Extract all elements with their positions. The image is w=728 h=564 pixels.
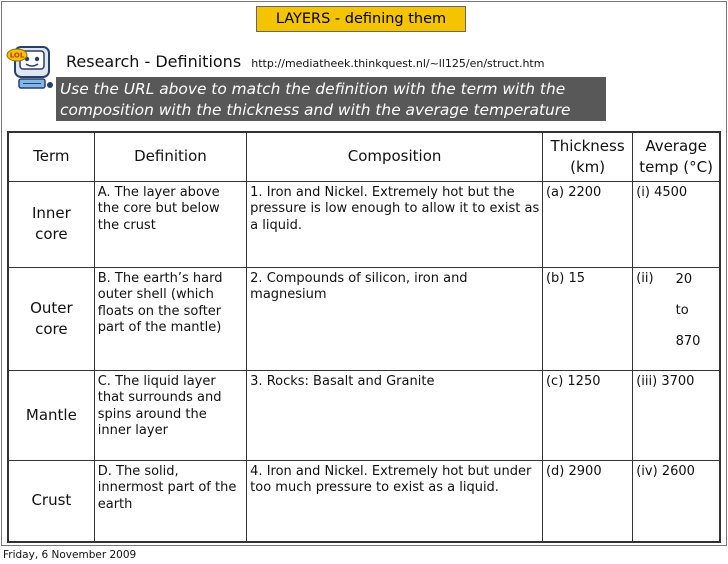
header-thickness-line2: (km) (570, 157, 606, 176)
composition-cell: 4. Iron and Nickel. Extremely hot but under too much pressure to exist as a liquid. (247, 460, 543, 542)
term-cell (8, 460, 94, 542)
term-line2: core (35, 225, 68, 243)
temp-range-values (676, 264, 701, 357)
computer-mascot-logo (6, 43, 54, 93)
research-line (66, 52, 544, 71)
thickness-cell: (d) 2900 (542, 460, 632, 542)
header-thickness (542, 132, 632, 181)
definition-cell: A. The layer above the core but below the crust (94, 181, 246, 267)
table-row (8, 181, 720, 267)
header-term: Term (8, 132, 94, 181)
table-row (8, 460, 720, 542)
instructions-box (56, 77, 606, 121)
thickness-cell: (c) 1250 (542, 370, 632, 460)
header-composition: Composition (247, 132, 543, 181)
term-cell (8, 370, 94, 460)
term-line1: Inner (31, 204, 71, 222)
temperature-range (636, 271, 717, 357)
footer-date: Friday, 6 November 2009 (3, 549, 137, 561)
header-temp-line2: temp (°C) (639, 157, 713, 176)
research-url-link[interactable]: http://mediatheek.thinkquest.nl/~ll125/en/struct.htm (251, 57, 545, 70)
layers-table (7, 131, 721, 543)
temperature-cell: (iv) 2600 (633, 460, 720, 542)
thickness-cell: (a) 2200 (542, 181, 632, 267)
term-cell (8, 181, 94, 267)
research-label: Research - Definitions (66, 52, 242, 71)
header-temp-line1: Average (645, 136, 707, 155)
temperature-cell: (iii) 3700 (633, 370, 720, 460)
temp-from: 20 (675, 271, 693, 287)
temp-to: 870 (675, 333, 701, 349)
thickness-cell: (b) 15 (542, 267, 632, 370)
composition-cell: 2. Compounds of silicon, iron and magnesium (247, 267, 543, 370)
table-row (8, 267, 720, 370)
term-line1: Crust (31, 491, 72, 510)
definition-cell: C. The liquid layer that surrounds and spins around the inner layer (94, 370, 246, 460)
composition-cell: 1. Iron and Nickel. Extremely hot but the pressure is low enough to allow it to exist as a liquid. (247, 181, 543, 267)
term-line1: Outer (30, 298, 73, 317)
page-title: LAYERS - defining them (256, 6, 466, 32)
temp-to-word: to (675, 302, 689, 318)
term-line2: core (35, 319, 68, 338)
temperature-cell (633, 267, 720, 370)
temp-label: (ii) (636, 270, 654, 286)
temperature-cell: (i) 4500 (633, 181, 720, 267)
table-row (8, 370, 720, 460)
term-line1: Mantle (25, 405, 77, 424)
instructions-line-1: Use the URL above to match the definition with the term with the (60, 80, 566, 98)
instructions-line-2: composition with the thickness and with the average temperature (60, 101, 571, 119)
header-temperature (633, 132, 720, 181)
logo-text: LOL (9, 51, 25, 60)
definition-cell: D. The solid, innermost part of the earth (94, 460, 246, 542)
composition-cell: 3. Rocks: Basalt and Granite (247, 370, 543, 460)
header-thickness-line1: Thickness (550, 136, 625, 155)
definition-cell: B. The earth’s hard outer shell (which floats on the softer part of the mantle) (94, 267, 246, 370)
term-cell (8, 267, 94, 370)
header-definition: Definition (94, 132, 246, 181)
header-row (8, 132, 720, 181)
